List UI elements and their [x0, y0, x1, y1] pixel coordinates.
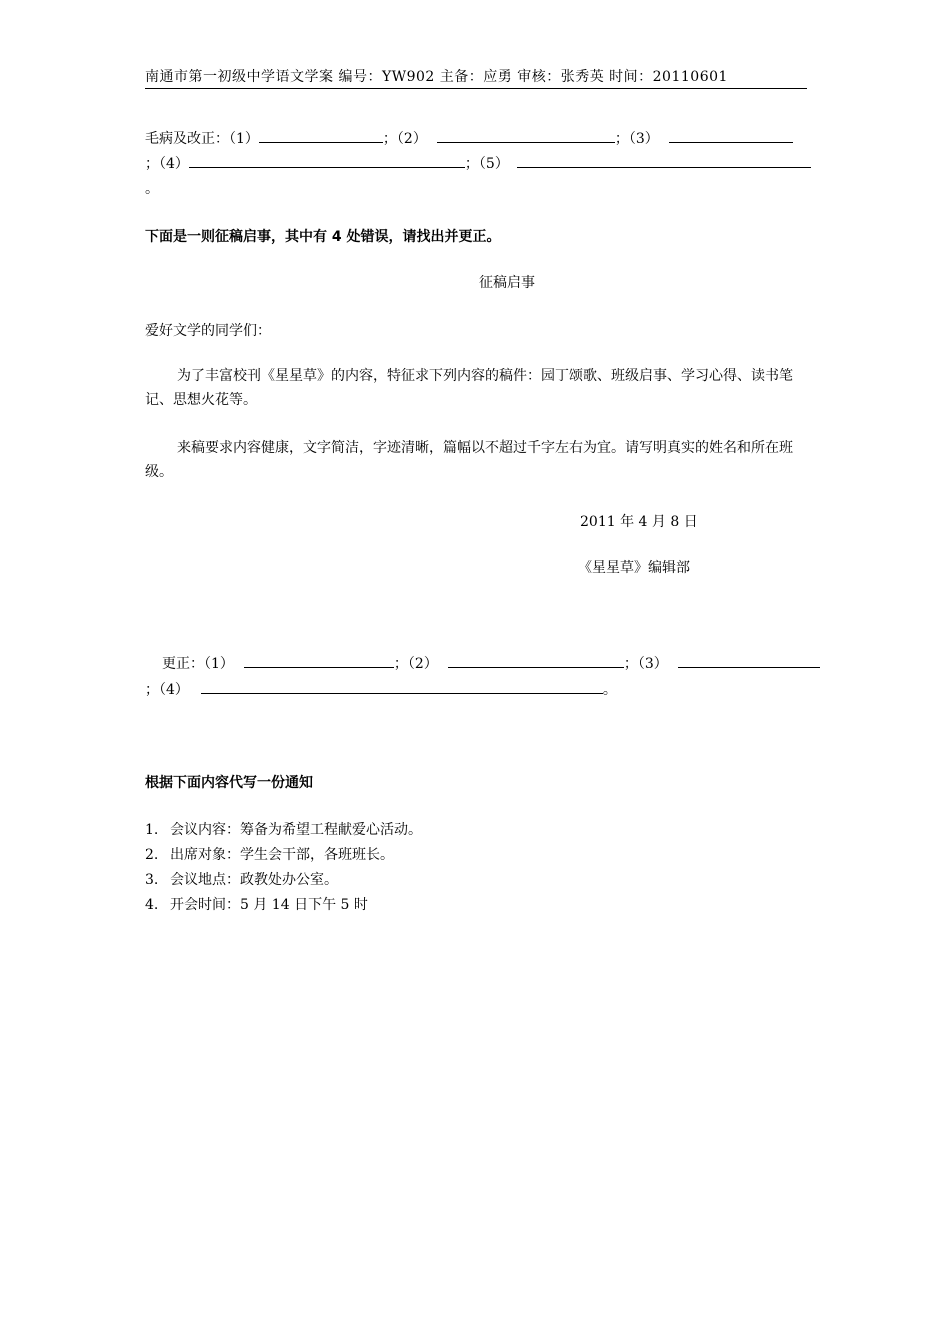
list-text: 开会时间：5 月 14 日下午 5 时: [170, 897, 368, 913]
correction-answer-row-1: [162, 653, 820, 673]
blank-number: ；（3）: [614, 131, 659, 147]
list-number: 3.: [145, 872, 159, 888]
list-number: 4.: [145, 897, 159, 913]
answer-blank[interactable]: [437, 129, 615, 143]
answer-blank[interactable]: [244, 654, 394, 668]
correction-blanks-row-2: [145, 153, 811, 173]
answer-blank[interactable]: [678, 654, 820, 668]
question-instruction: 根据下面内容代写一份通知: [145, 775, 313, 791]
list-item: [145, 844, 394, 864]
answer-blank[interactable]: [448, 654, 624, 668]
blank-number: ；（2）: [382, 131, 427, 147]
list-number: 2.: [145, 847, 159, 863]
correction-end: 。: [145, 181, 159, 197]
correction-label: 毛病及改正：: [145, 131, 229, 147]
blank-number: ；（4）: [145, 682, 189, 698]
question-instruction: 下面是一则征稿启事，其中有 4 处错误，请找出并更正。: [145, 229, 501, 245]
blank-number: ；（4）: [145, 156, 189, 172]
answer-blank[interactable]: [189, 154, 465, 168]
notice-paragraph: 来稿要求内容健康，文字简洁，字迹清晰，篇幅以不超过千字左右为宜。请写明真实的姓名和所在班级。: [145, 440, 793, 480]
list-item: [145, 869, 338, 889]
blank-number: ；（5）: [464, 156, 509, 172]
notice-greeting: 爱好文学的同学们：: [145, 323, 271, 339]
correction-label: 更正：: [162, 656, 204, 672]
notice-date: 2011 年 4 月 8 日: [580, 514, 698, 530]
answer-blank[interactable]: [517, 154, 811, 168]
blank-number: （1）: [229, 131, 259, 147]
list-text: 会议内容：筹备为希望工程献爱心活动。: [170, 822, 422, 838]
correction-blanks-row-1: [145, 128, 793, 148]
blank-number: （1）: [204, 656, 234, 672]
answer-blank[interactable]: [201, 680, 603, 694]
blank-number: ；（2）: [393, 656, 438, 672]
answer-blank[interactable]: [259, 129, 383, 143]
correction-answer-row-2: [145, 679, 617, 699]
list-text: 出席对象：学生会干部，各班班长。: [170, 847, 394, 863]
answer-blank[interactable]: [669, 129, 793, 143]
list-item: [145, 819, 422, 839]
list-text: 会议地点：政教处办公室。: [170, 872, 338, 888]
list-item: [145, 894, 368, 914]
notice-title: 征稿启事: [479, 275, 535, 291]
blank-number: ；（3）: [623, 656, 668, 672]
correction-end: 。: [602, 682, 617, 698]
notice-signature: 《星星草》编辑部: [578, 560, 690, 576]
list-number: 1.: [145, 822, 159, 838]
page-header: 南通市第一初级中学语文学案 编号：YW902 主备：应勇 审核：张秀英 时间：20110601: [145, 66, 807, 89]
notice-paragraph: 为了丰富校刊《星星草》的内容，特征求下列内容的稿件：园丁颂歌、班级启事、学习心得、读书笔记、思想火花等。: [145, 368, 793, 408]
